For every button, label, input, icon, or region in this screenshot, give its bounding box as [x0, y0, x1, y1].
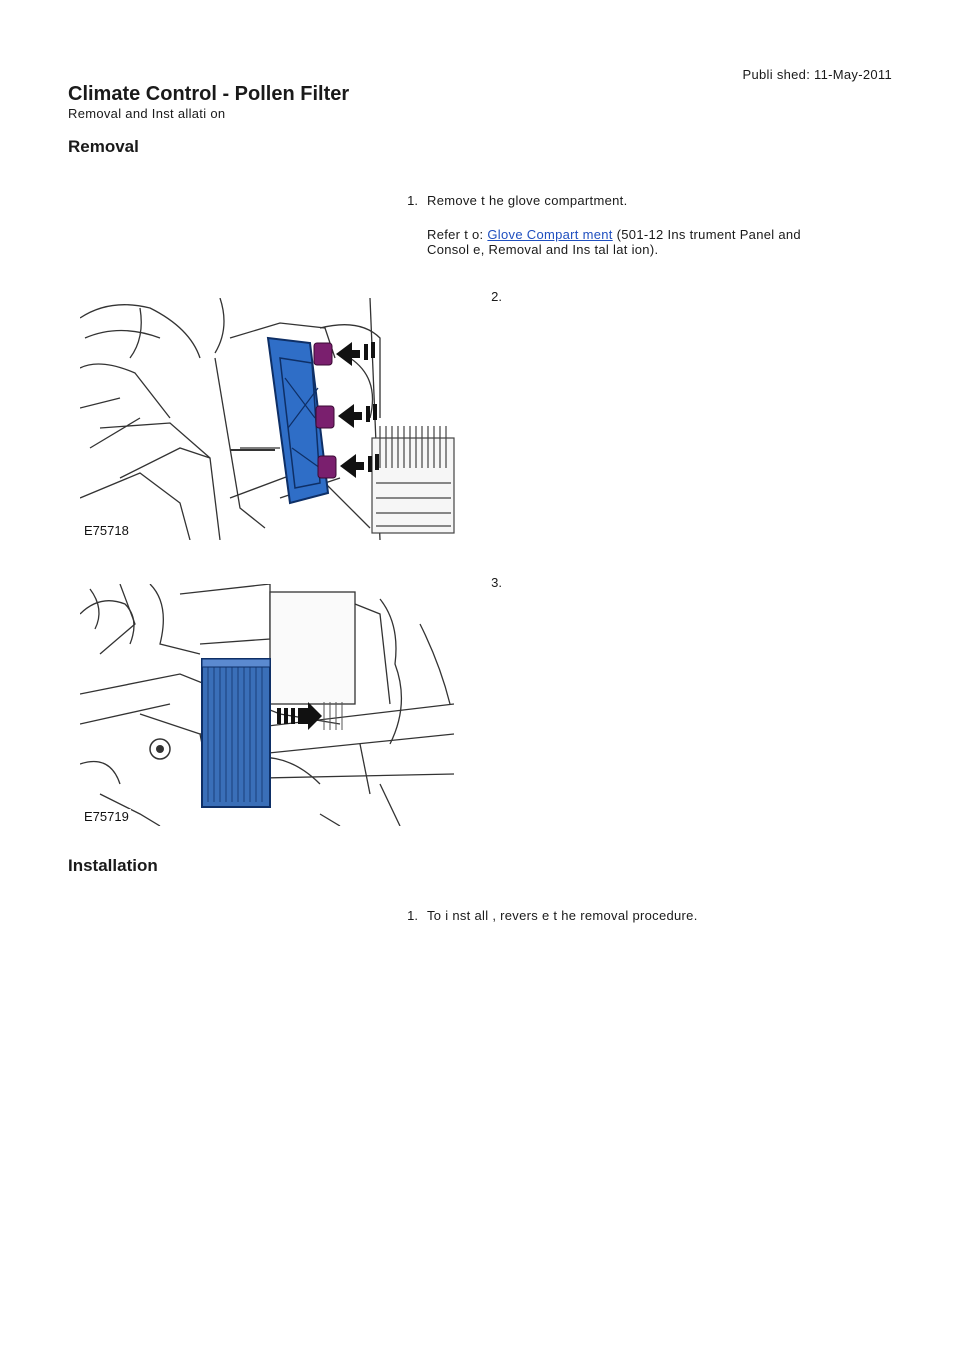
- step-number: 1.: [407, 193, 418, 208]
- step-number: 2.: [491, 289, 502, 304]
- step-text: Remove t he glove compartment.: [427, 193, 628, 208]
- refer-suffix: (501-12 Ins trument Panel and Consol e, Removal and Ins tal lat ion).: [427, 227, 801, 257]
- page-subtitle: Removal and Inst allati on: [68, 106, 226, 121]
- figure-id-label: E75719: [84, 809, 129, 824]
- pollen-filter-illustration: [80, 584, 454, 826]
- step-number: 3.: [491, 575, 502, 590]
- glove-compartment-link[interactable]: Glove Compart ment: [487, 227, 613, 242]
- refer-prefix: Refer t o:: [427, 227, 488, 242]
- installation-heading: Installation: [68, 856, 158, 875]
- figure-step-2: [80, 298, 458, 540]
- step-number: 1.: [407, 908, 418, 923]
- bracket-illustration: [80, 298, 458, 540]
- figure-id-label: E75718: [84, 523, 129, 538]
- reference-line: [427, 227, 847, 257]
- removal-heading: Removal: [68, 137, 139, 156]
- step-text: To i nst all , revers e t he removal procedure.: [427, 908, 698, 923]
- published-date: Publi shed: 11-May-2011: [742, 67, 892, 82]
- page-title: Climate Control - Pollen Filter: [68, 83, 350, 105]
- figure-step-3: [80, 584, 454, 826]
